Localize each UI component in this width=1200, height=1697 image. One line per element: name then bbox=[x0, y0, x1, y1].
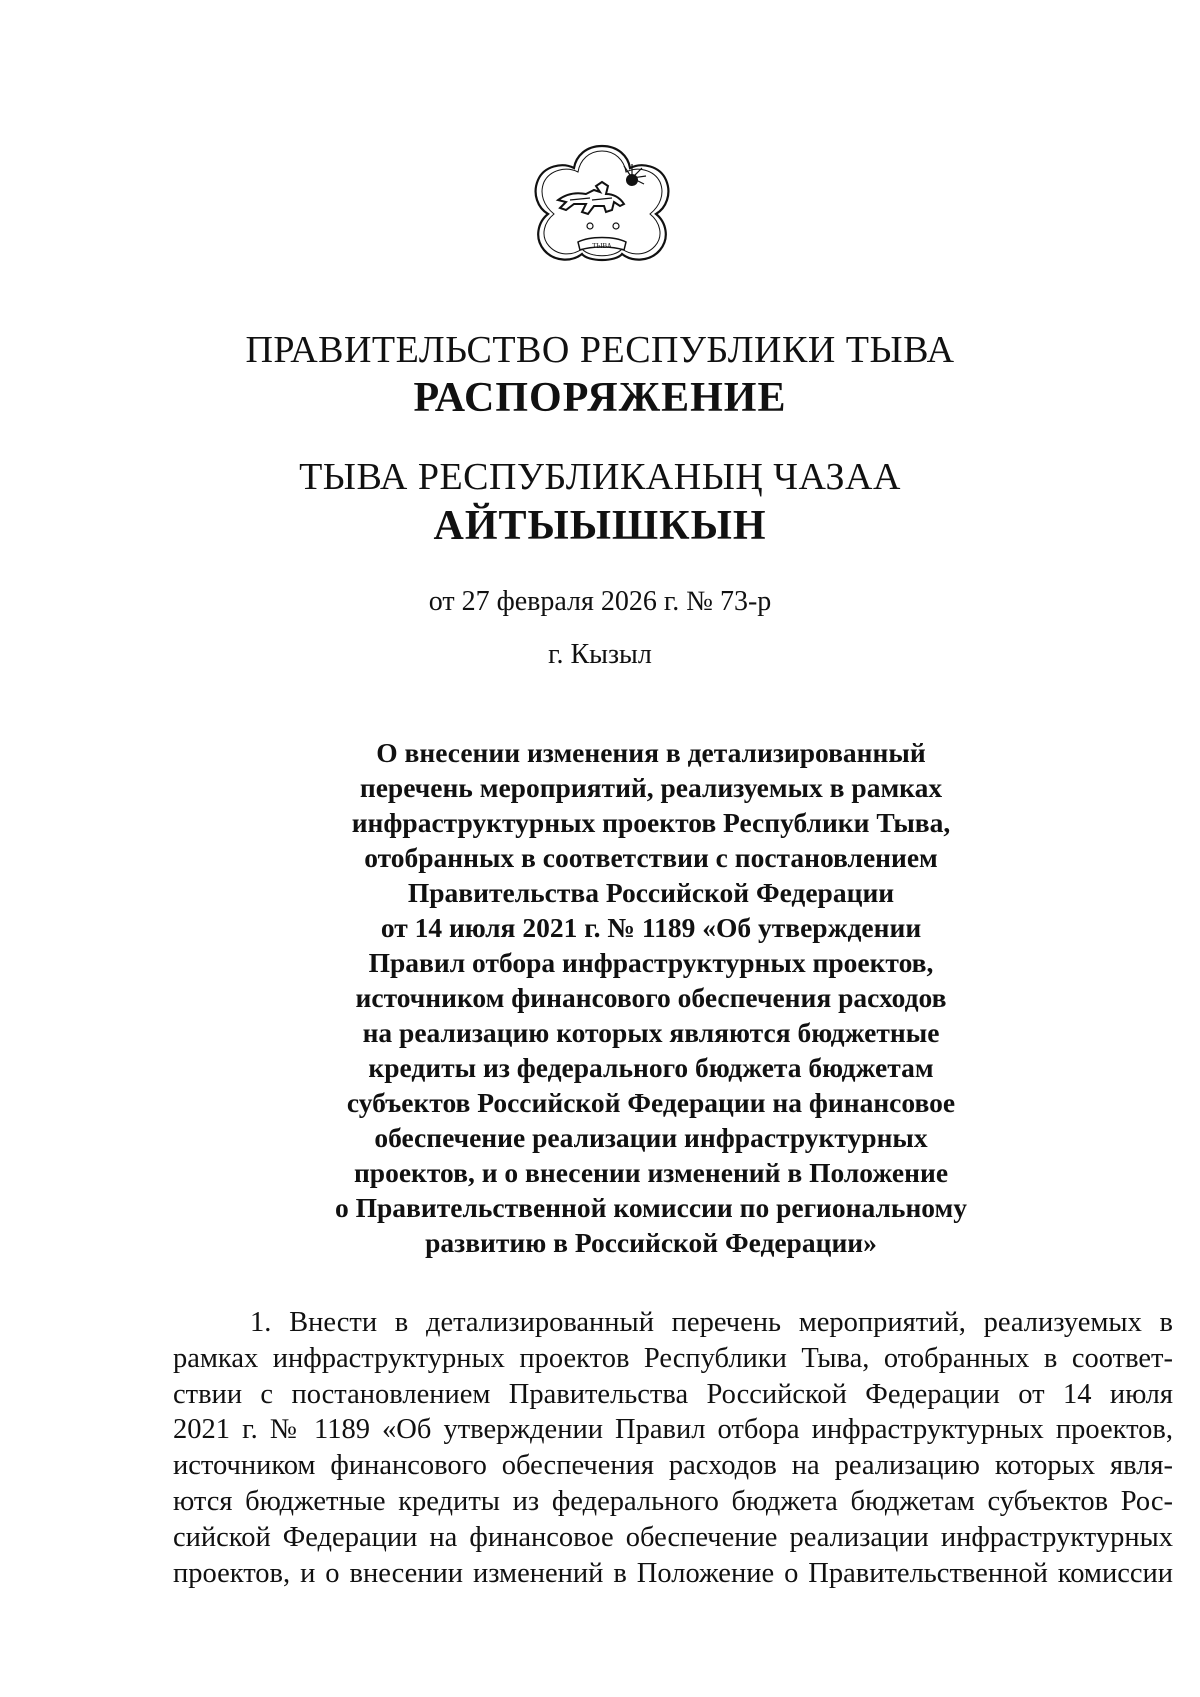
subject-line: о Правительственной комиссии по региональному bbox=[334, 1192, 968, 1223]
body-line: источником финансового обеспечения расходов на реализацию которых явля- bbox=[173, 1450, 1173, 1482]
subject-line: обеспечение реализации инфраструктурных bbox=[374, 1122, 928, 1153]
document-type: РАСПОРЯЖЕНИЕ bbox=[413, 375, 787, 421]
subject-line: перечень мероприятий, реализуемых в рамках bbox=[359, 772, 943, 803]
subject-line: отобранных в соответствии с постановлением bbox=[364, 842, 938, 873]
subject-line: Правил отбора инфраструктурных проектов, bbox=[368, 947, 934, 978]
body-line: 1. Внести в детализированный перечень мероприятий, реализуемых в bbox=[250, 1307, 1173, 1338]
emblem-ribbon-text: ТЫВА bbox=[592, 242, 612, 250]
subject-line: субъектов Российской Федерации на финансовое bbox=[346, 1087, 956, 1118]
subject-line: от 14 июля 2021 г. № 1189 «Об утверждении bbox=[380, 912, 922, 943]
body-line: сийской Федерации на финансовое обеспечение реализации инфраструктурных bbox=[173, 1521, 1173, 1553]
document-date-number: от 27 февраля 2026 г. № 73-р bbox=[428, 586, 772, 617]
document-city: г. Кызыл bbox=[548, 639, 652, 670]
body-line: ются бюджетные кредиты из федерального бюджета бюджетам субъектов Рос- bbox=[173, 1485, 1173, 1517]
body-paragraph bbox=[173, 1305, 1173, 1591]
subject-line: на реализацию которых являются бюджетные bbox=[362, 1017, 940, 1048]
body-line: 2021 г. № 1189 «Об утверждении Правил отбора инфраструктурных проектов, bbox=[173, 1414, 1173, 1446]
subject-line: проектов, и о внесении изменений в Положение bbox=[353, 1157, 949, 1188]
subject-line: О внесении изменения в детализированный bbox=[376, 737, 926, 768]
tuva-emblem-icon bbox=[520, 142, 684, 266]
body-line: рамках инфраструктурных проектов Республики Тыва, отобранных в соответ- bbox=[173, 1342, 1173, 1374]
document-type-tyvan: АЙТЫЫШКЫН bbox=[433, 503, 767, 549]
subject-line: кредиты из федерального бюджета бюджетам bbox=[368, 1052, 934, 1083]
government-title-tyvan: ТЫВА РЕСПУБЛИКАНЫҢ ЧАЗАА bbox=[299, 456, 901, 498]
document-subject bbox=[310, 735, 992, 1260]
subject-line: источником финансового обеспечения расходов bbox=[355, 982, 947, 1013]
body-line: проектов, и о внесении изменений в Положение о Правительственной комиссии bbox=[173, 1557, 1173, 1589]
government-title: ПРАВИТЕЛЬСТВО РЕСПУБЛИКИ ТЫВА bbox=[245, 329, 955, 371]
body-line: ствии с постановлением Правительства Российской Федерации от 14 июля bbox=[173, 1378, 1173, 1410]
subject-line: Правительства Российской Федерации bbox=[407, 877, 895, 908]
subject-line: развитию в Российской Федерации» bbox=[425, 1227, 877, 1258]
subject-line: инфраструктурных проектов Республики Тыва, bbox=[351, 807, 951, 838]
